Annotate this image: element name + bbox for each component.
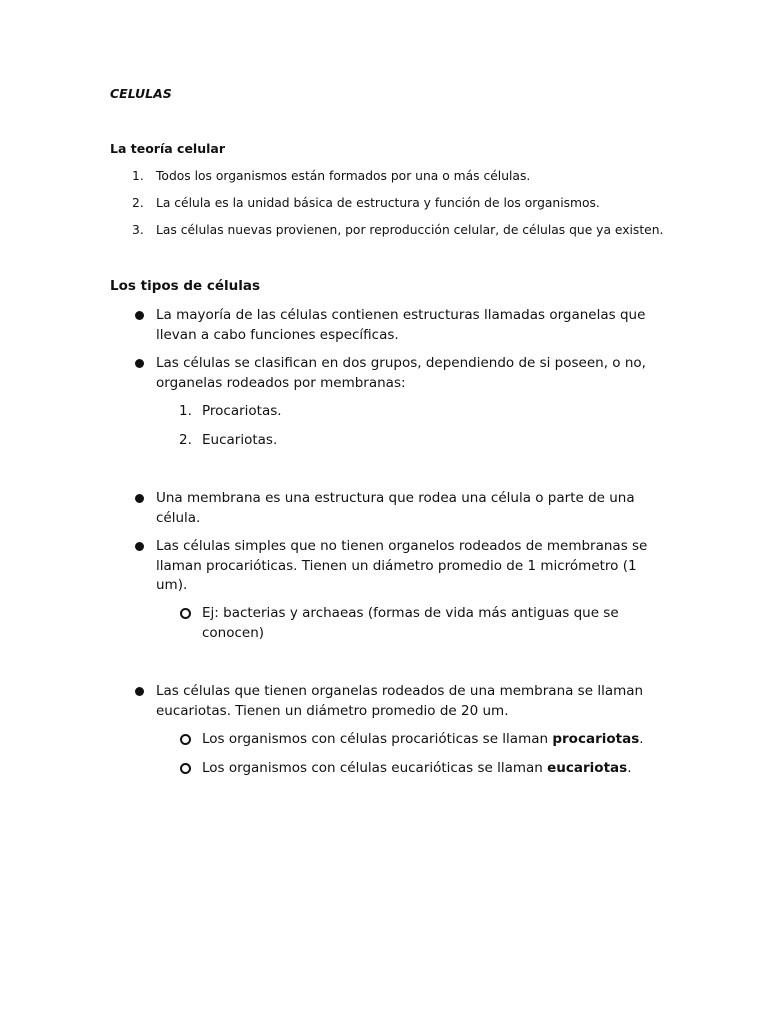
cell-theory-list xyxy=(110,168,663,249)
bullet-text: La mayoría de las células contienen estructuras llamadas organelas que llevan a cabo funciones específicas. xyxy=(156,307,646,343)
sub-list-item xyxy=(202,759,652,779)
hollow-bullet-icon xyxy=(180,734,191,745)
bullet-icon xyxy=(135,687,144,696)
hollow-bullet-icon xyxy=(180,608,191,619)
list-item xyxy=(110,222,663,249)
list-number: 1. xyxy=(132,169,144,183)
bold-term-eucariotas: eucariotas xyxy=(547,760,628,776)
document-title: CELULAS xyxy=(110,86,172,101)
sub-list-item xyxy=(202,604,652,643)
bold-term-procariotas: procariotas xyxy=(552,731,640,747)
bullet-icon xyxy=(135,542,144,551)
bullet-item xyxy=(156,682,656,721)
list-item-text: Todos los organismos están formados por una o más células. xyxy=(156,169,531,183)
list-number: 2. xyxy=(179,432,192,448)
bullet-text: Las células se clasifican en dos grupos, dependiendo de si poseen, o no, organelas rodeados por membranas: xyxy=(156,355,646,391)
list-item xyxy=(110,168,663,195)
bullet-text: Una membrana es una estructura que rodea una célula o parte de una célula. xyxy=(156,490,635,526)
bullet-item xyxy=(156,537,656,596)
section-heading-cell-theory: La teoría celular xyxy=(110,141,225,156)
list-item-text: Las células nuevas provienen, por reproducción celular, de células que ya existen. xyxy=(156,223,664,237)
section-heading-cell-types: Los tipos de células xyxy=(110,278,261,294)
sub-list-item xyxy=(202,730,652,750)
bullet-item xyxy=(156,354,656,393)
sub-item-suffix: . xyxy=(639,731,644,747)
sub-list-item xyxy=(179,402,652,422)
sub-item-text: Eucariotas. xyxy=(202,432,278,448)
bullet-icon xyxy=(135,494,144,503)
sub-list-item xyxy=(179,431,652,451)
bullet-item xyxy=(156,306,656,345)
bullet-icon xyxy=(135,359,144,368)
sub-item-suffix: . xyxy=(627,760,632,776)
bullet-text: Las células simples que no tienen organelos rodeados de membranas se llaman procarióticas. Tienen un diámetro promedio de 1 micrómetro (1 um). xyxy=(156,538,648,593)
list-number: 2. xyxy=(132,196,144,210)
sub-item-text: Los organismos con células eucarióticas se llaman xyxy=(202,760,548,776)
list-item-text: La célula es la unidad básica de estructura y función de los organismos. xyxy=(156,196,600,210)
bullet-text: Las células que tienen organelas rodeados de una membrana se llaman eucariotas. Tienen un diámetro promedio de 20 um. xyxy=(156,683,644,719)
bullet-item xyxy=(156,489,656,528)
sub-item-text: Los organismos con células procarióticas se llaman xyxy=(202,731,553,747)
list-number: 1. xyxy=(179,403,192,419)
list-item xyxy=(110,195,663,222)
sub-item-text: Ej: bacterias y archaeas (formas de vida más antiguas que se conocen) xyxy=(202,605,619,641)
list-number: 3. xyxy=(132,223,144,237)
hollow-bullet-icon xyxy=(180,763,191,774)
bullet-icon xyxy=(135,311,144,320)
sub-item-text: Procariotas. xyxy=(202,403,282,419)
